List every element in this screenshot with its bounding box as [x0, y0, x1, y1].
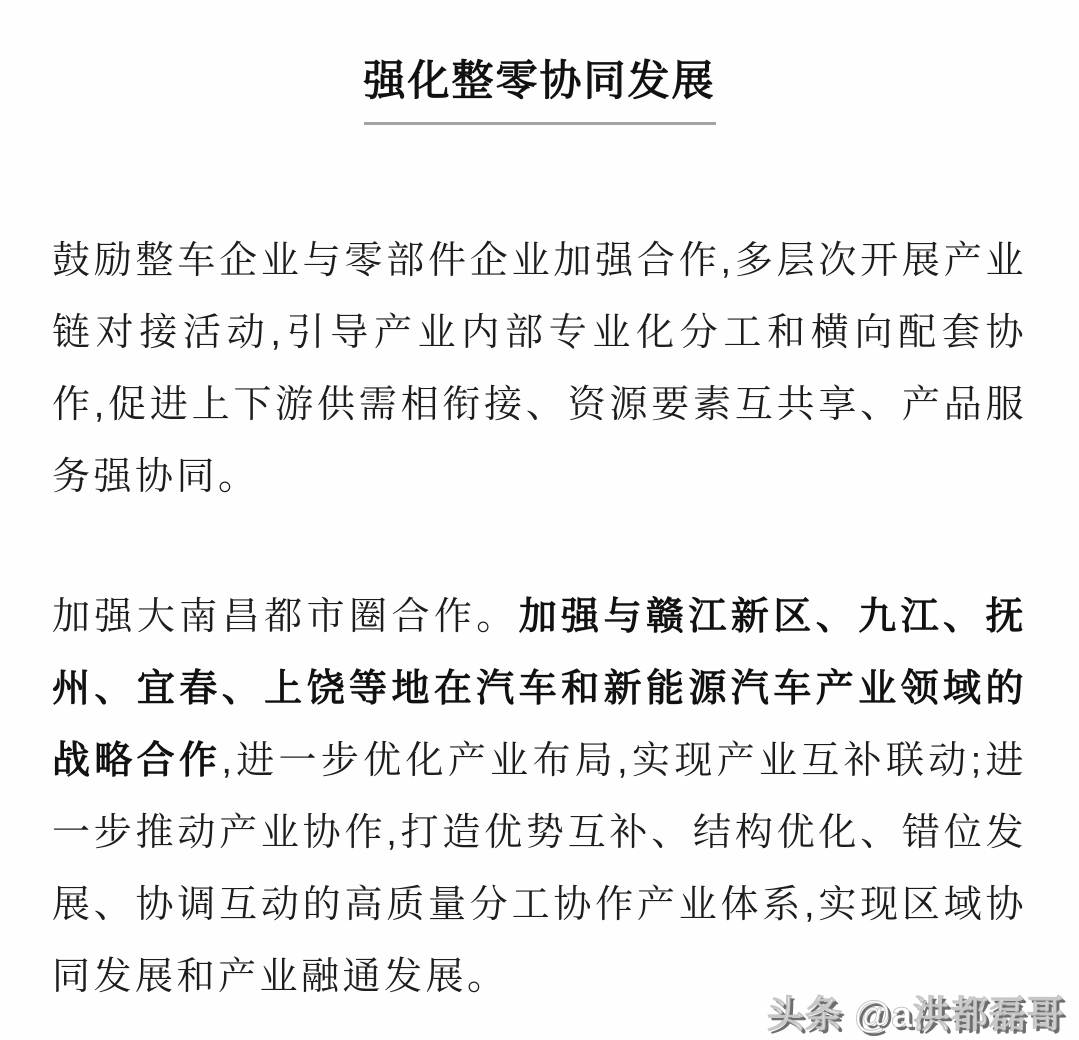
paragraph — [52, 225, 1027, 513]
article-body — [52, 225, 1027, 1013]
text-segment: 鼓励整车企业与零部件企业加强合作,多层次开展产业链对接活动,引导产业内部专业化分工和横向配套协作,促进上下游供需相衔接、资源要素互共享、产品服务强协同。 — [52, 240, 1027, 499]
article-title: 强化整零协同发展 — [363, 57, 716, 104]
title-divider — [364, 122, 716, 125]
text-segment: ,进一步优化产业布局,实现产业互补联动;进一步推动产业协作,打造优势互补、结构优化、错位发展、协调互动的高质量分工协作产业体系,实现区域协同发展和产业融通发展。 — [52, 740, 1027, 999]
text-segment-bold: 加强与赣江新区、九江、抚州、宜春、上饶等地在汽车和新能源汽车产业领域的战略合作 — [52, 596, 1027, 783]
paragraph — [52, 581, 1027, 1013]
toutiao-watermark: 头条 @a洪都磊哥 — [767, 994, 1065, 1035]
text-segment: 加强大南昌都市圈合作。 — [52, 596, 519, 639]
